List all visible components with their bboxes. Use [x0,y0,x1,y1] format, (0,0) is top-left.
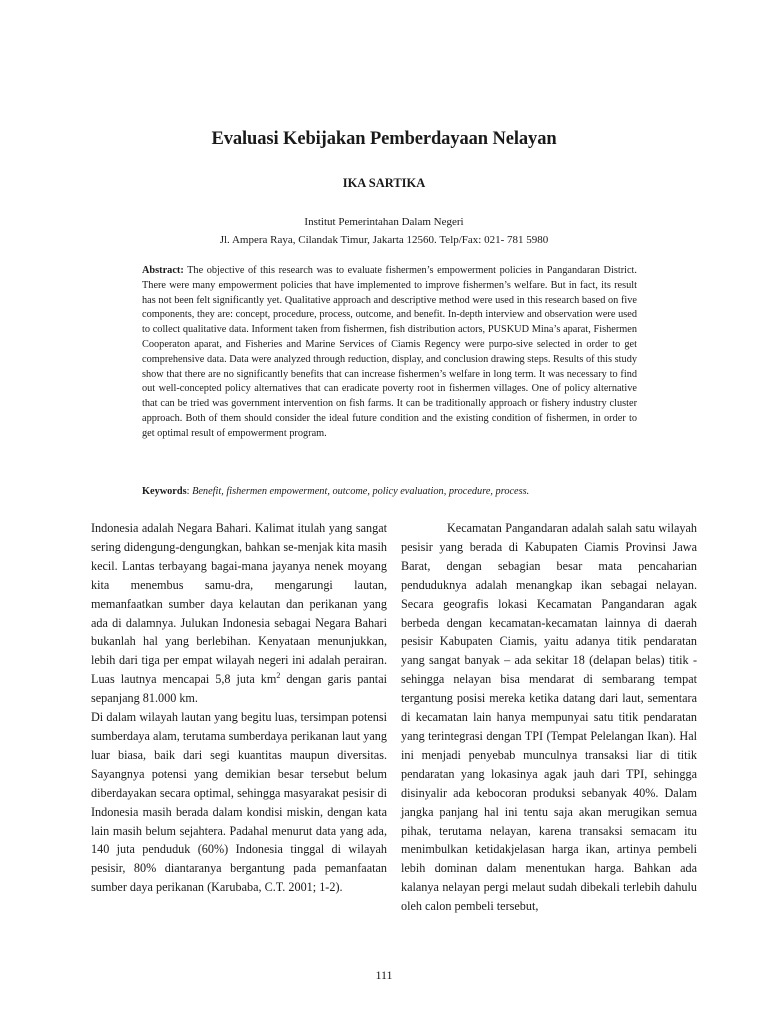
affiliation [0,213,768,249]
page-number: 111 [375,968,393,982]
abstract [142,264,637,442]
keywords [142,485,637,499]
keywords-text: Benefit, fishermen empowerment, outcome, policy evaluation, procedure, process. [192,486,530,497]
body-column-left [91,519,387,897]
body-column-right [401,519,697,916]
affiliation-address: Jl. Ampera Raya, Cilandak Timur, Jakarta 12560. Telp/Fax: 021- 781 5980 [219,234,549,246]
affiliation-institution: Institut Pemerintahan Dalam Negeri [304,216,464,228]
abstract-label: Abstract: [142,265,184,276]
body-paragraph: Kecamatan Pangandaran adalah salah satu wilayah pesisir yang berada di Kabupaten Ciamis Provinsi Jawa Barat, dengan sebagian besar mata pencaharian penduduknya adalah menangkap ikan sebagai nelayan. Secara geografis lokasi Kecamatan Pangandaran agak berbeda dengan kecamatan-kecamatan lainnya di daerah pesisir Kabupaten Ciamis, yaitu adanya titik pendaratan yang sangat banyak – ada sekitar 18 (delapan belas) titik - sehingga nelayan bisa mendarat di sembarang tempat tergantung posisi mereka ketika datang dari laut, sementara di kecamatan lain hanya mempunyai satu titik pendaratan yang terintegrasi dengan TPI (Tempat Pelelangan Ikan). Hal ini menjadi penyebab munculnya transaksi liar di titik pendaratan yang lokasinya agak jauh dari TPI, sehingga disinyalir ada kebocoran produksi sebanyak 40%. Dalam jangka panjang hal ini tentu saja akan merugikan semua pihak, terutama nelayan, karena transaksi semacam itu menimbulkan ketidakjelasan harga ikan, artinya pembeli lebih dominan dalam menentukan harga. Bahkan ada kalanya nelayan pergi melaut sudah dibekali terlebih dahulu oleh calon pembeli tersebut, [401,521,697,914]
author-name: IKA SARTIKA [342,176,426,190]
paper-title: Evaluasi Kebijakan Pemberdayaan Nelayan [211,129,557,149]
body-text: dengan garis pantai sepanjang 81.000 km. [91,672,387,706]
keywords-separator: : [186,486,193,497]
keywords-label: Keywords [142,486,187,497]
superscript: 2 [276,671,281,681]
abstract-text: The objective of this research was to evaluate fishermen’s empowerment policies in Pangandaran District. There were many empowerment policies that have implemented to improve fishermen’s welfare. But in fact, its result has not been felt significantly yet. Qualitative approach and descriptive method were used in this research based on five components, they are: concept, procedure, process, outcome, and benefit. In-depth interview and observation were used to collect qualitative data. Informent taken from fishermen, fish distribution actors, PUSKUD Mina’s aparat, Fishermen Cooperaton aparat, and Fisheries and Marine Services of Ciamis Regency were purpo-sive selected in order to get comprehensive data. Data were analyzed through reduction, display, and conclusion drawing steps. Results of this study show that there are no significantly benefits that can increase fishermen’s welfare in long term. It was necessary to find out well-concepted policy alternatives that can eradicate poverty root in fishermen villages. One of policy alternative that can be tried was government intervention on fish farms. It can be traditionally approach or fishery industry cluster approach. Both of them should consider the ideal future condition and the existing condition of fishermen, in order to get optimal result of empowerment program. [142,265,637,439]
body-paragraph [91,519,387,708]
body-paragraph: Di dalam wilayah lautan yang begitu luas, tersimpan potensi sumberdaya alam, terutama sumberdaya perikanan laut yang luar biasa, baik dari segi kuantitas maupun diversitas. Sayangnya potensi yang demikian besar tersebut belum diberdayakan secara optimal, sehingga masyarakat pesisir di Indonesia masih berada dalam kondisi miskin, dengan kata lain masih belum sejahtera. Padahal menurut data yang ada, 140 juta penduduk (60%) Indonesia tinggal di wilayah pesisir, 80% diantaranya bergantung pada pemanfaatan sumber daya perikanan (Karubaba, C.T. 2001; 1-2). [91,710,387,895]
body-text: Indonesia adalah Negara Bahari. Kalimat itulah yang sangat sering didengung-dengungkan, bahkan se-menjak kita masih kecil. Lantas terbayang bagai-mana jayanya nenek moyang kita menembus samu-dra, mengarungi lautan, memanfaatkan sumber daya kelautan dan perikanan yang ada di dalamnya. Julukan Indonesia sebagai Negara Bahari bukanlah hal yang berlebihan. Kenyataan menunjukkan, lebih dari tiga per empat wilayah negeri ini adalah perairan. Luas lautnya mencapai 5,8 juta km [91,521,387,687]
